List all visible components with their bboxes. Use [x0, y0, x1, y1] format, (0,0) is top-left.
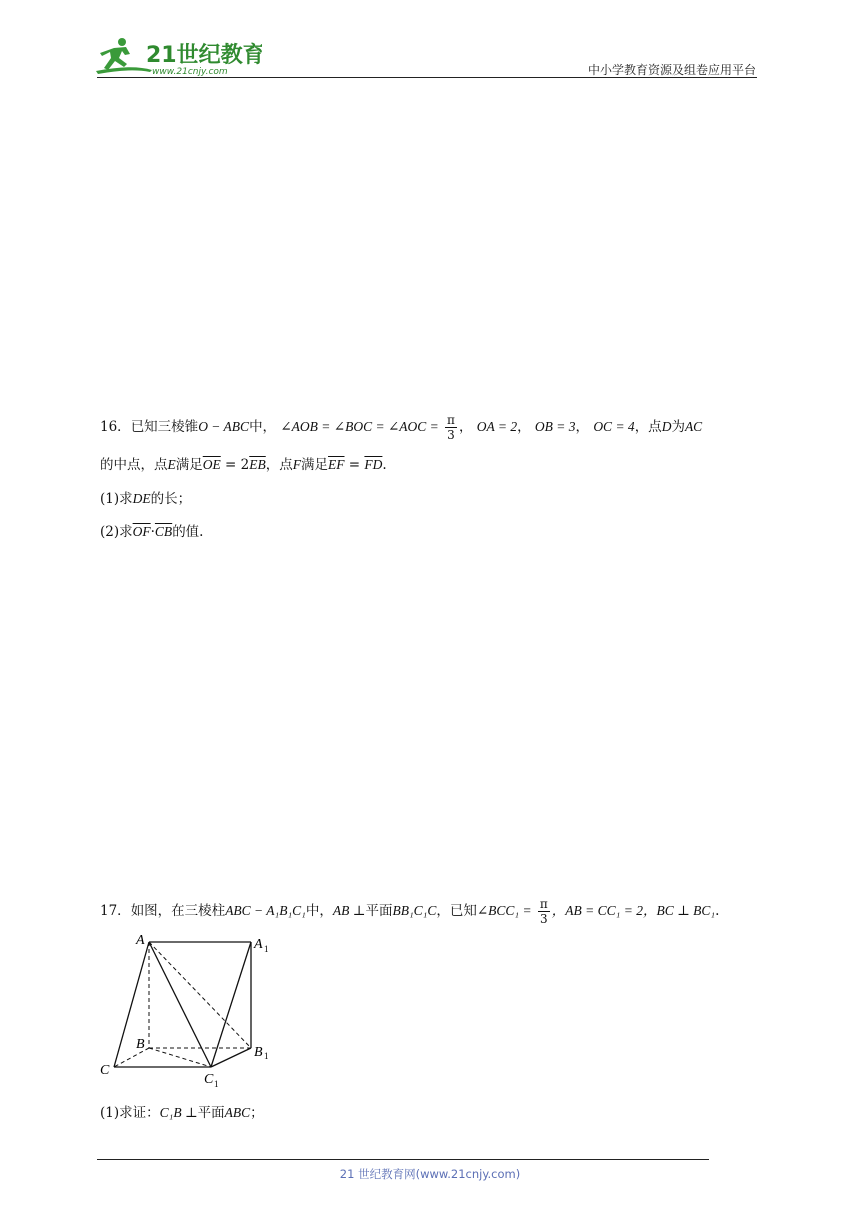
q16-d: D [661, 419, 672, 434]
q17-p1-pre: (1)求证： [100, 1105, 160, 1121]
q16-part-1 [100, 489, 191, 509]
q16-vec-eb: $\overline{EB}$ [249, 457, 266, 472]
q16-number: 16． [100, 419, 131, 435]
q16-line2-a: 的中点，点 [100, 457, 168, 473]
q16-vec-cb: $\overline{CB}$ [154, 524, 173, 539]
q16-eq2: = 2 [225, 457, 250, 473]
q17-perp2: BC ⊥ BC₁ [656, 903, 716, 918]
q16-is: 为 [671, 419, 685, 435]
q17-known: ，已知 [436, 903, 477, 919]
header-divider [97, 77, 757, 78]
q16-line-1: 16．已知三棱锥O − ABC中， ∠AOB = ∠BOC = ∠AOC = $\frac{\pi}{3}$ ， OA = 2， OB = 3， OC = 4，点D为AC [100, 413, 703, 442]
site-logo [92, 34, 262, 78]
q17-plane-name: BB₁C₁C [392, 903, 437, 918]
footer-divider [97, 1159, 709, 1160]
label-a1: A [254, 937, 263, 952]
logo-text: 21世纪教育 [146, 43, 262, 68]
label-c1: C [204, 1072, 214, 1087]
q16-period: . [382, 457, 387, 473]
q17-part-1 [100, 1103, 264, 1123]
q16-f: F [292, 457, 301, 472]
prism-figure [96, 928, 281, 1088]
label-b1-sub: 1 [264, 1051, 269, 1061]
q16-e: E [167, 457, 176, 472]
q16-vec-of: $\overline{OF}$ [132, 524, 151, 539]
q16-p1-pre: (1)求 [100, 491, 133, 507]
q16-angles: ∠AOB = ∠BOC = ∠AOC = [280, 419, 439, 434]
q16-part-2 [100, 522, 203, 542]
q16-satisfy2: 满足 [301, 457, 328, 473]
edge-a1-c1 [211, 942, 251, 1067]
q17-fraction [538, 897, 550, 926]
q16-dot: · [150, 524, 155, 540]
q17-period: . [715, 903, 720, 919]
q17-number: 17． [100, 903, 131, 919]
q17-pi: π [539, 897, 548, 911]
label-a1-sub: 1 [264, 944, 269, 954]
label-a: A [136, 933, 145, 948]
edge-b-c1-hidden [149, 1048, 211, 1067]
q16-three: 3 [447, 428, 455, 442]
q16-ob: OB = 3 [534, 419, 576, 434]
q16-p2-post: 的值. [172, 524, 204, 540]
q16-eq: = [348, 457, 361, 473]
label-b1: B [254, 1045, 263, 1060]
q16-vec-ef: $\overline{EF}$ [328, 457, 345, 472]
q17-three: 3 [540, 912, 548, 926]
edge-a-b1-hidden [149, 942, 251, 1048]
q17-p1-abc: ABC [224, 1105, 251, 1120]
q16-ac: AC [684, 419, 703, 434]
footer-link[interactable]: 21 世纪教育网(www.21cnjy.com) [339, 1167, 521, 1181]
q17-eq2: ，AB = CC₁ = 2， [551, 903, 657, 918]
q16-de: DE [132, 491, 151, 506]
q16-intro: 已知三棱锥 [130, 419, 199, 435]
header-tagline: 中小学教育资源及组卷应用平台 [587, 63, 756, 77]
q16-fraction [445, 413, 457, 442]
q17-intro: 如图，在三棱柱 [130, 903, 226, 919]
q17-p1-expr: C₁B ⊥ [159, 1105, 198, 1120]
q16-point-d-pre: ，点 [634, 419, 662, 435]
q16-line-2 [100, 455, 387, 475]
q17-angle: ∠BCC₁ = [476, 903, 532, 918]
q17-p1-plane: 平面 [197, 1105, 225, 1121]
q16-oa: OA = 2 [476, 419, 518, 434]
q17-ab-perp: AB ⊥ [332, 903, 366, 918]
q16-tetra: O − ABC [198, 419, 250, 434]
q17-p1-post: ； [250, 1105, 264, 1121]
q16-zhong: 中， [249, 419, 277, 435]
q16-vec-fd: $\overline{FD}$ [364, 457, 383, 472]
label-c1-sub: 1 [214, 1079, 219, 1088]
q17-plane: 平面 [365, 903, 393, 919]
label-c: C [100, 1063, 110, 1078]
logo-url: www.21cnjy.com [152, 67, 228, 77]
label-b: B [136, 1037, 145, 1052]
q17-prism: ABC − A₁B₁C₁ [225, 903, 306, 918]
q16-line2-b: ，点 [265, 457, 293, 473]
q16-vec-oe: $\overline{OE}$ [202, 457, 221, 472]
q16-oc: OC = 4 [593, 419, 635, 434]
q16-pi: π [447, 413, 455, 427]
q16-p2-pre: (2)求 [100, 524, 133, 540]
edge-c1-b1 [211, 1048, 251, 1067]
q17-zhong: 中， [305, 903, 333, 919]
q17-line-1 [100, 897, 719, 926]
q16-p1-post: 的长； [150, 491, 192, 507]
q16-satisfy: 满足 [175, 457, 203, 473]
